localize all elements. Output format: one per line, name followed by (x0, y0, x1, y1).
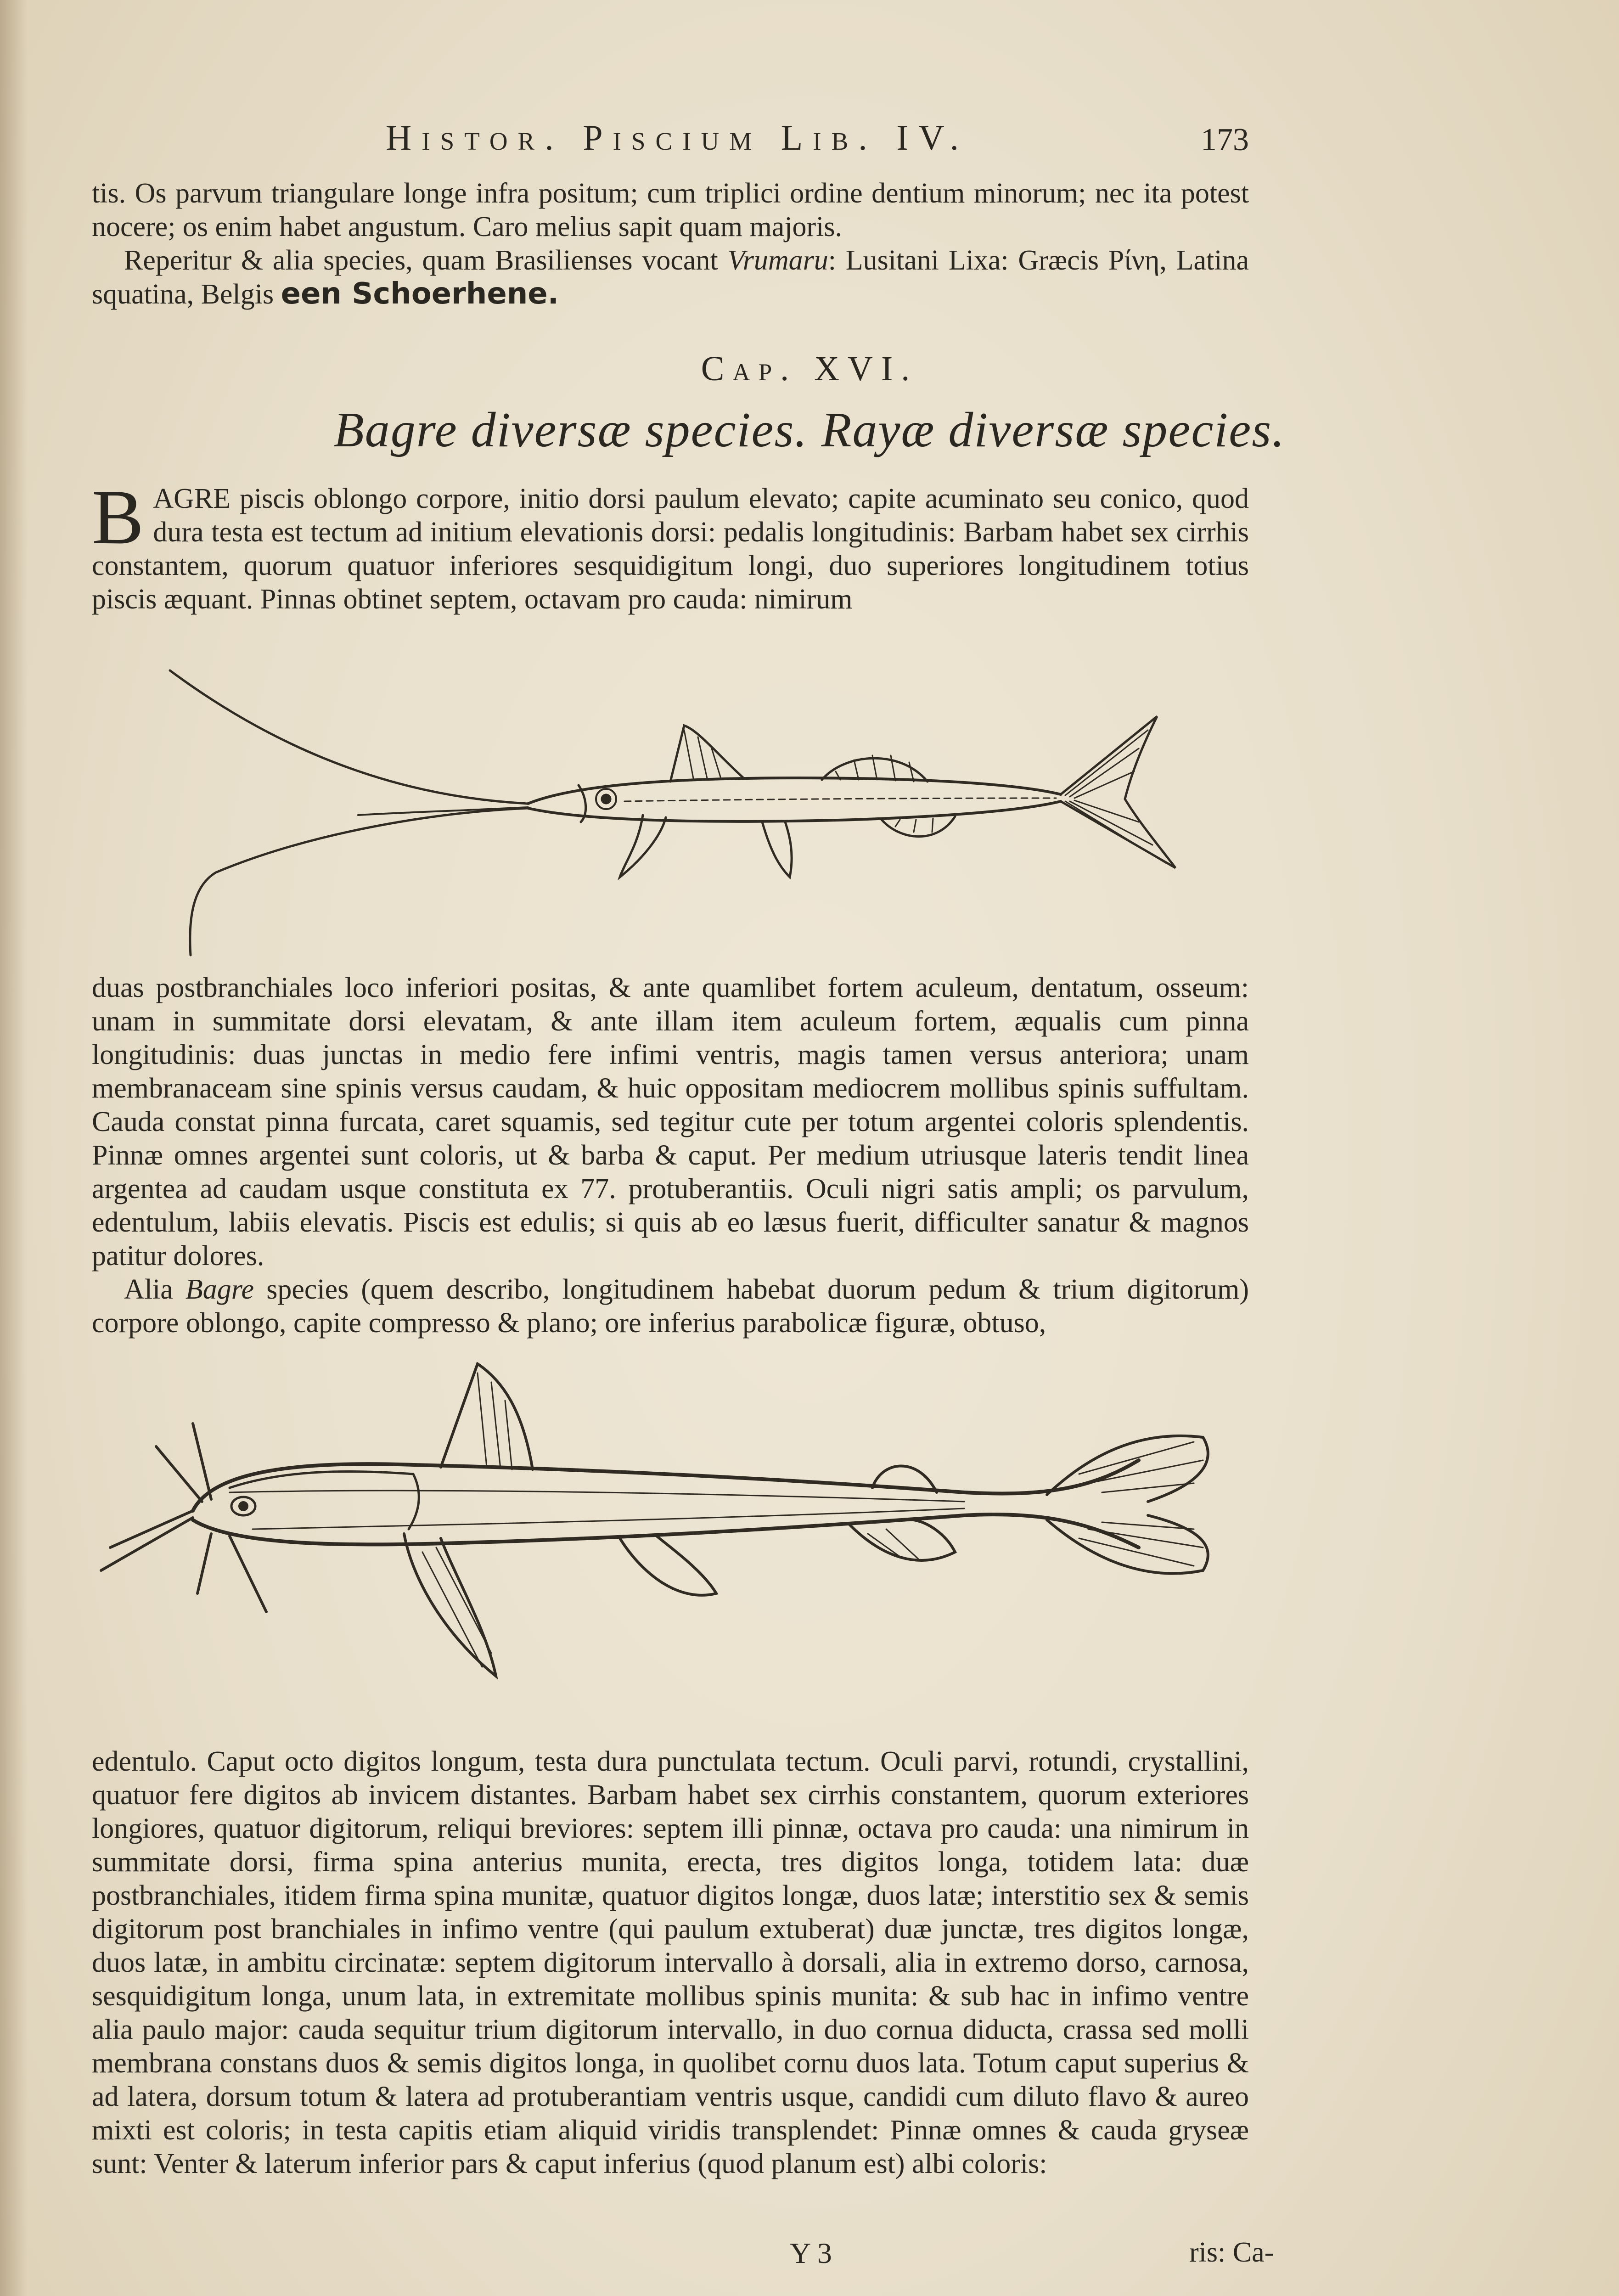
running-head (92, 117, 1249, 172)
signature-mark: Y 3 (790, 2237, 832, 2269)
description-continued (92, 1745, 1249, 2181)
alia-text-b: species (quem describo, longitudinem habebat duorum pedum & trium digitorum) corpore oblongo, capite compresso & plano; ore inferius parabolicæ figuræ, obtuso, (92, 1274, 1249, 1339)
catfish-illustration (92, 1355, 1249, 1736)
catfish-description: edentulo. Caput octo digitos longum, testa dura punctulata tectum. Oculi parvi, rotundi, crystallini, quatuor fere digitos ab invicem distantes. Barbam habet sex cirrhis constantem, quorum exteriores longiores, quatuor digitorum, reliqui breviores: septem illi pinnæ, octava pro cauda: una nimirum in summitate dorsi, firma spina anterius munita, erecta, tres digitos longa, totidem lata: duæ postbranchiales, itidem firma spina munitæ, quatuor digitos longæ, duos latæ; interstitio sex & semis digitorum post branchiales in infimo ventre (qui paulum extuberat) duæ junctæ, tres digitos longæ, duos latæ, in ambitu circinatæ: septem digitorum intervallo à dorsali, alia in extremo dorso, carnosa, sesquidigitum longa, unum lata, in extremitate mollibus spinis munita: & sub hac in infimo ventre alia paulo major: cauda sequitur trium digitorum intervallo, in duo cornua diducta, crassa sed molli membrana constans duos & semis digitos longa, in quolibet cornu duos lata. Totum caput superius & ad latera, dorsum totum & latera ad protuberantiam ventris usque, candidi cum diluto flavo & aureo mixti est coloris; in testa capitis etiam aliquid viridis transplendet: Pinnæ omnes & cauda gryseæ sunt: Venter & laterum inferior pars & caput inferius (quod planum est) albi coloris: (92, 1746, 1249, 2179)
catchword: ris: Ca- (1189, 2237, 1274, 2268)
bagre-term: Bagre (185, 1274, 254, 1305)
page-edge-shadow (0, 0, 28, 2296)
bagre-illustration (165, 661, 1221, 964)
top-paragraph: tis. Os parvum triangulare longe infra positum; cum triplici ordine dentium minorum; nec ita potest nocere; os enim habet angustum. Caro melius sapit quam majoris. (92, 178, 1249, 242)
bagre-text (92, 474, 1249, 616)
drop-cap: B (92, 474, 144, 560)
squatina-paragraph (92, 244, 1249, 311)
chapter-title: Bagre diversæ species. Rayæ diversæ species. (333, 403, 1286, 457)
alia-text-a: Alia (124, 1274, 186, 1305)
catfish-woodcut (92, 1355, 1249, 1736)
bagre-paragraph (92, 474, 1249, 616)
dutch-name: een Schoerhene. (281, 277, 559, 311)
bagre-woodcut (165, 661, 1221, 964)
description-paragraph: duas postbranchiales loco inferiori positas, & ante quamlibet fortem aculeum, dentatum, osseum: unam in summitate dorsi elevatam, & ante illam item aculeum fortem, æqualis cum pinna longitudinis: duas junctas in medio fere infimi ventris, magis tamen versus anteriora; unam membranaceam sine spinis versus caudam, & huic oppositam mediocrem mollibus spinis suffultam. Cauda constat pinna furcata, caret squamis, sed tegitur cute per totum argentei coloris splendentis. Pinnæ omnes argentei sunt coloris, ut & barba & caput. Per medium utriusque lateris tendit linea argentea ad caudam usque constituta ex 77. protuberantiis. Oculi nigri satis ampli; os parvulum, edentulum, labiis elevatis. Piscis est edulis; si quis ab eo læsus fuerit, difficulter sanatur & magnos patitur dolores. (92, 972, 1249, 1272)
top-text-block (92, 177, 1249, 311)
squatina-text-a: Reperitur & alia species, quam Brasilienses vocant (124, 245, 728, 276)
squatina-text-b: : Lusitani Lixa: Græcis Ρίνη, Latina squatina, Belgis (92, 245, 1249, 310)
description-block (92, 971, 1249, 1340)
alia-bagre-paragraph (92, 1273, 1249, 1340)
vrumaru-term: Vrumaru (727, 245, 828, 276)
bagre-body: AGRE piscis oblongo corpore, initio dorsi paulum elevato; capite acuminato seu conico, quod dura testa est tectum ad initium elevationis dorsi: pedalis longitudinis: Barbam habet sex cirrhis constantem, quorum quatuor inferiores sesquidigitum longi, duo superiores longitudinem totius piscis æquant. Pinnas obtinet septem, octavam pro cauda: nimirum (92, 483, 1249, 615)
chapter-number: Cap. XVI. (701, 349, 918, 388)
running-head-title: Histor. Piscium Lib. IV. (386, 118, 969, 158)
page-number: 173 (1201, 122, 1249, 158)
